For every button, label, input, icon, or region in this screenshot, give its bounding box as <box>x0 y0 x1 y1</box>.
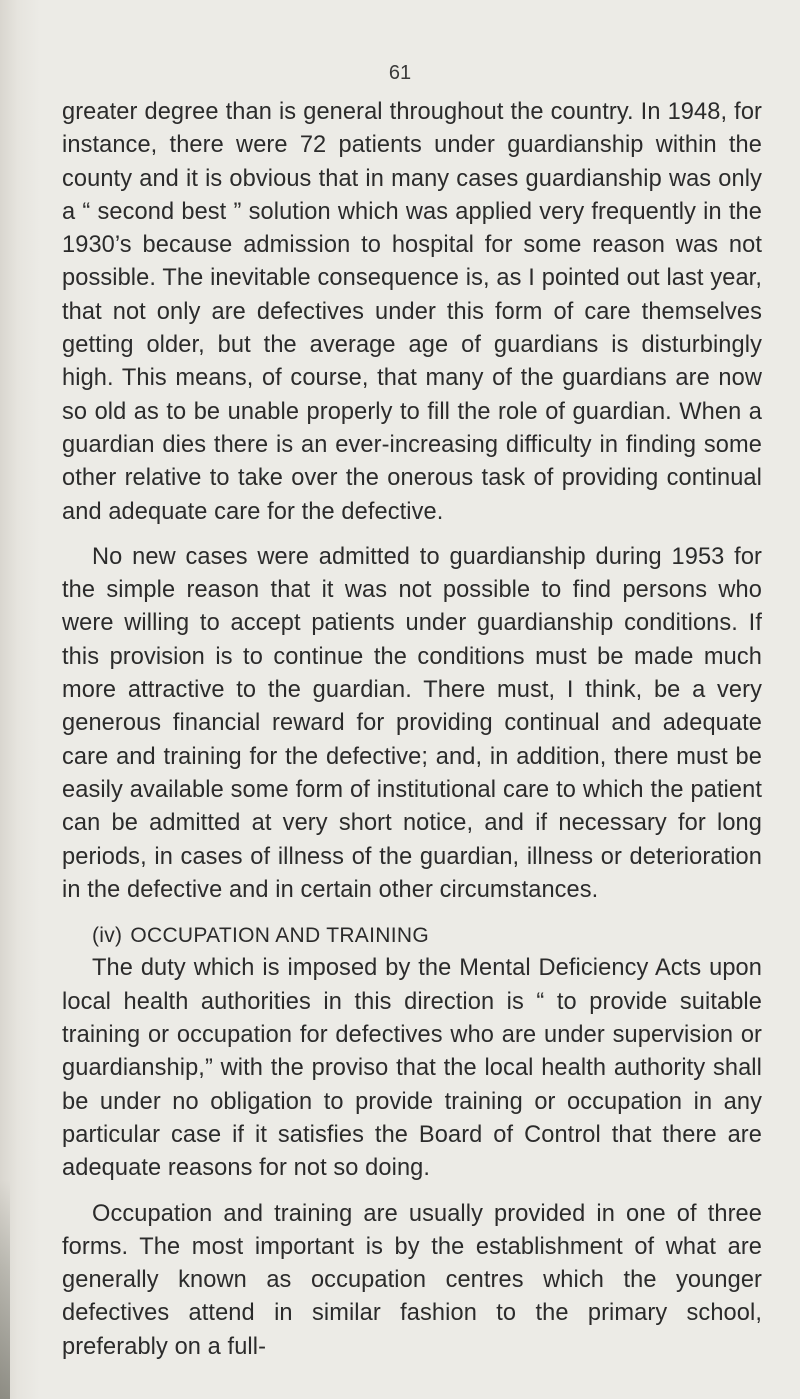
body-text <box>62 96 762 1364</box>
paragraph-gap <box>62 529 762 541</box>
section-title: OCCUPATION AND TRAINING <box>130 924 429 948</box>
paragraph-no-new-cases: No new cases were admitted to guardianship during 1953 for the simple reason that it was not possible to find persons who were willing to accept patients under guardianship conditions. If this provision is to continue the conditions must be made much more attractive to the guardian. There must, I think, be a very generous financial reward for providing continual and adequate care and training for the defective; and, in addition, there must be easily available some form of institutional care to which the patient can be admitted at very short notice, and if necessary for long periods, in cases of illness of the guardian, illness or deterioration in the defective and in certain other circumstances. <box>62 543 762 903</box>
paragraph-statutory-duty: The duty which is imposed by the Mental Deficiency Acts upon local health authorities in this direction is “ to provide suitable training or occupation for defectives who are under supervision or guardianship,” with the proviso that the local health authority shall be under no obligation to provide training or occupation in any particular case if it satisfies the Board of Control that there are adequate reasons for not so doing. <box>62 955 762 1182</box>
paragraph-occupation-forms: Occupation and training are usually provided in one of three forms. The most important is by the establishment of what are generally known as occupation centres which the younger defectives attend in similar fashion to the primary school, preferably on a full- <box>62 1200 762 1360</box>
paragraph-gap <box>62 1186 762 1198</box>
paragraph-gap <box>62 907 762 919</box>
section-heading <box>62 919 762 952</box>
section-number: (iv) <box>92 924 123 948</box>
paragraph-guardianship-age: greater degree than is general throughout the country. In 1948, for instance, there were 72 patients under guardianship within the county and it is obvious that in many cases guardianship was only a “ second best ” solution which was applied very frequently in the 1930’s because admission to hospital for some reason was not possible. The inevitable consequence is, as I pointed out last year, that not only are defectives under this form of care themselves getting older, but the average age of guardians is disturbingly high. This means, of course, that many of the guardians are now so old as to be unable properly to fill the role of guardian. When a guardian dies there is an ever-increasing difficulty in finding some other relative to take over the onerous task of providing continual and adequate care for the defective. <box>62 99 762 525</box>
page-number: 61 <box>388 62 412 84</box>
binding-shadow <box>0 1180 10 1399</box>
